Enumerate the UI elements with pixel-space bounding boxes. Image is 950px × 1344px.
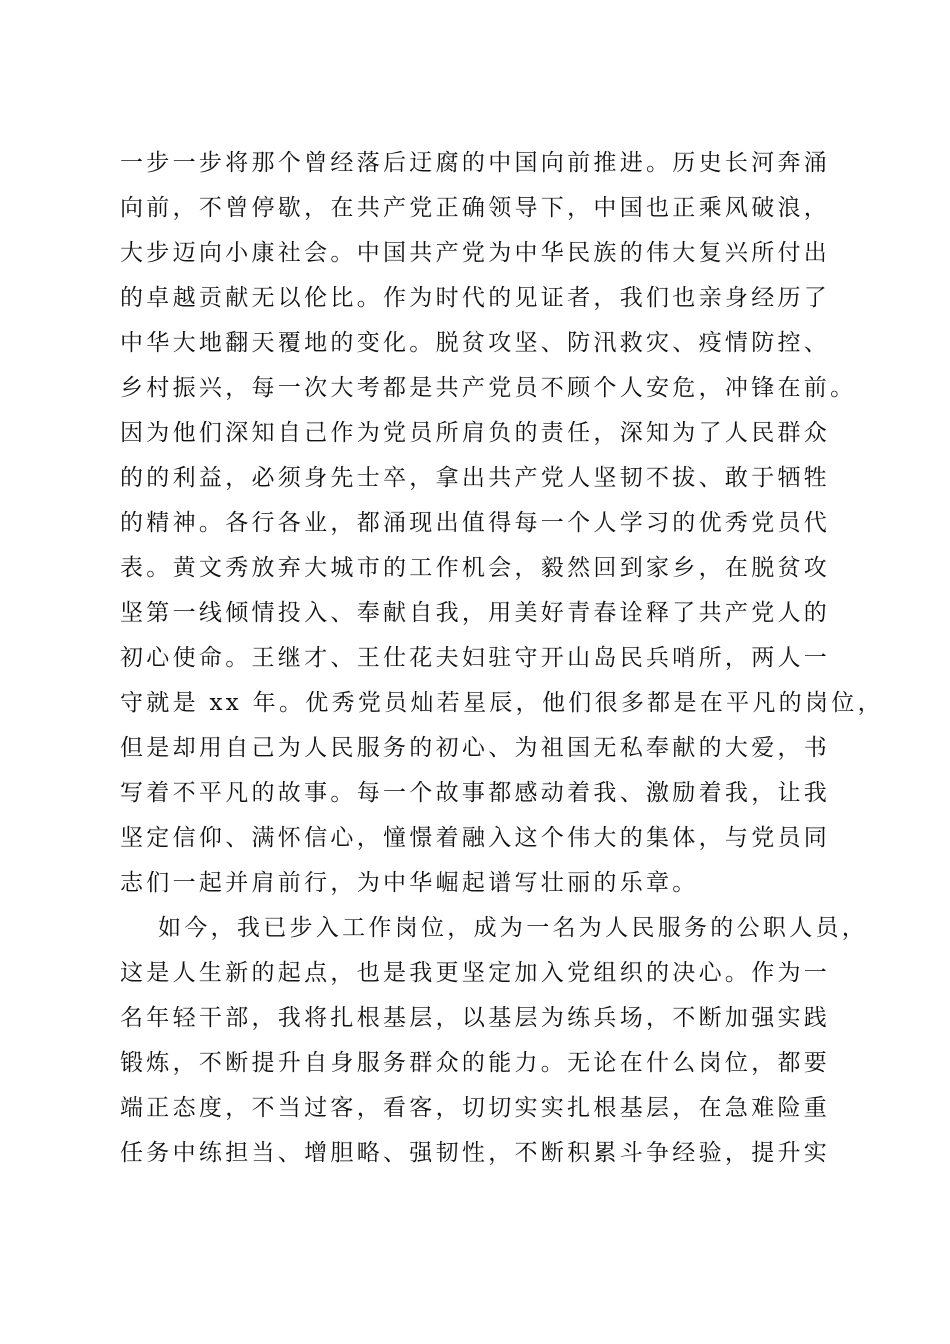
text-line: 的的利益，必须身先士卒，拿出共产党人坚韧不拔、敢于牺牲 — [120, 465, 831, 491]
text-line: 中华大地翻天覆地的变化。脱贫攻坚、防汛救灾、疫情防控、 — [120, 330, 831, 356]
text-line: 端正态度，不当过客，看客，切切实实扎根基层，在急难险重 — [120, 1095, 831, 1121]
text-line: 的卓越贡献无以伦比。作为时代的见证者，我们也亲身经历了 — [120, 285, 831, 311]
text-line: 初心使命。王继才、王仕花夫妇驻守开山岛民兵哨所，两人一 — [120, 645, 831, 671]
text-line: 但是却用自己为人民服务的初心、为祖国无私奉献的大爱，书 — [120, 735, 831, 761]
text-line: 坚第一线倾情投入、奉献自我，用美好青春诠释了共产党人的 — [120, 600, 831, 626]
text-line: 乡村振兴，每一次大考都是共产党员不顾个人安危，冲锋在前。 — [120, 375, 857, 401]
body-text — [120, 141, 884, 1176]
text-line: 锻炼，不断提升自身服务群众的能力。无论在什么岗位，都要 — [120, 1050, 831, 1076]
text-line: 这是人生新的起点，也是我更坚定加入党组织的决心。作为一 — [120, 960, 831, 986]
text-line: 表。黄文秀放弃大城市的工作机会，毅然回到家乡，在脱贫攻 — [120, 555, 831, 581]
text-line: 向前，不曾停歇，在共产党正确领导下，中国也正乘风破浪， — [120, 195, 831, 221]
text-line: 的精神。各行各业，都涌现出值得每一个人学习的优秀党员代 — [120, 510, 831, 536]
text-line: 因为他们深知自己作为党员所肩负的责任，深知为了人民群众 — [120, 420, 831, 446]
text-line: 志们一起并肩前行，为中华崛起谱写壮丽的乐章。 — [120, 870, 699, 896]
text-line: 守就是 xx 年。优秀党员灿若星辰，他们很多都是在平凡的岗位， — [120, 690, 884, 716]
text-line: 任务中练担当、增胆略、强韧性，不断积累斗争经验，提升实 — [120, 1140, 831, 1166]
paragraph-start-line: 如今，我已步入工作岗位，成为一名为人民服务的公职人员， — [158, 915, 869, 941]
text-line: 坚定信仰、满怀信心，憧憬着融入这个伟大的集体，与党员同 — [120, 825, 831, 851]
text-line: 大步迈向小康社会。中国共产党为中华民族的伟大复兴所付出 — [120, 240, 831, 266]
text-line: 一步一步将那个曾经落后迂腐的中国向前推进。历史长河奔涌 — [120, 150, 831, 176]
text-line: 名年轻干部，我将扎根基层，以基层为练兵场，不断加强实践 — [120, 1005, 831, 1031]
text-line: 写着不平凡的故事。每一个故事都感动着我、激励着我，让我 — [120, 780, 831, 806]
